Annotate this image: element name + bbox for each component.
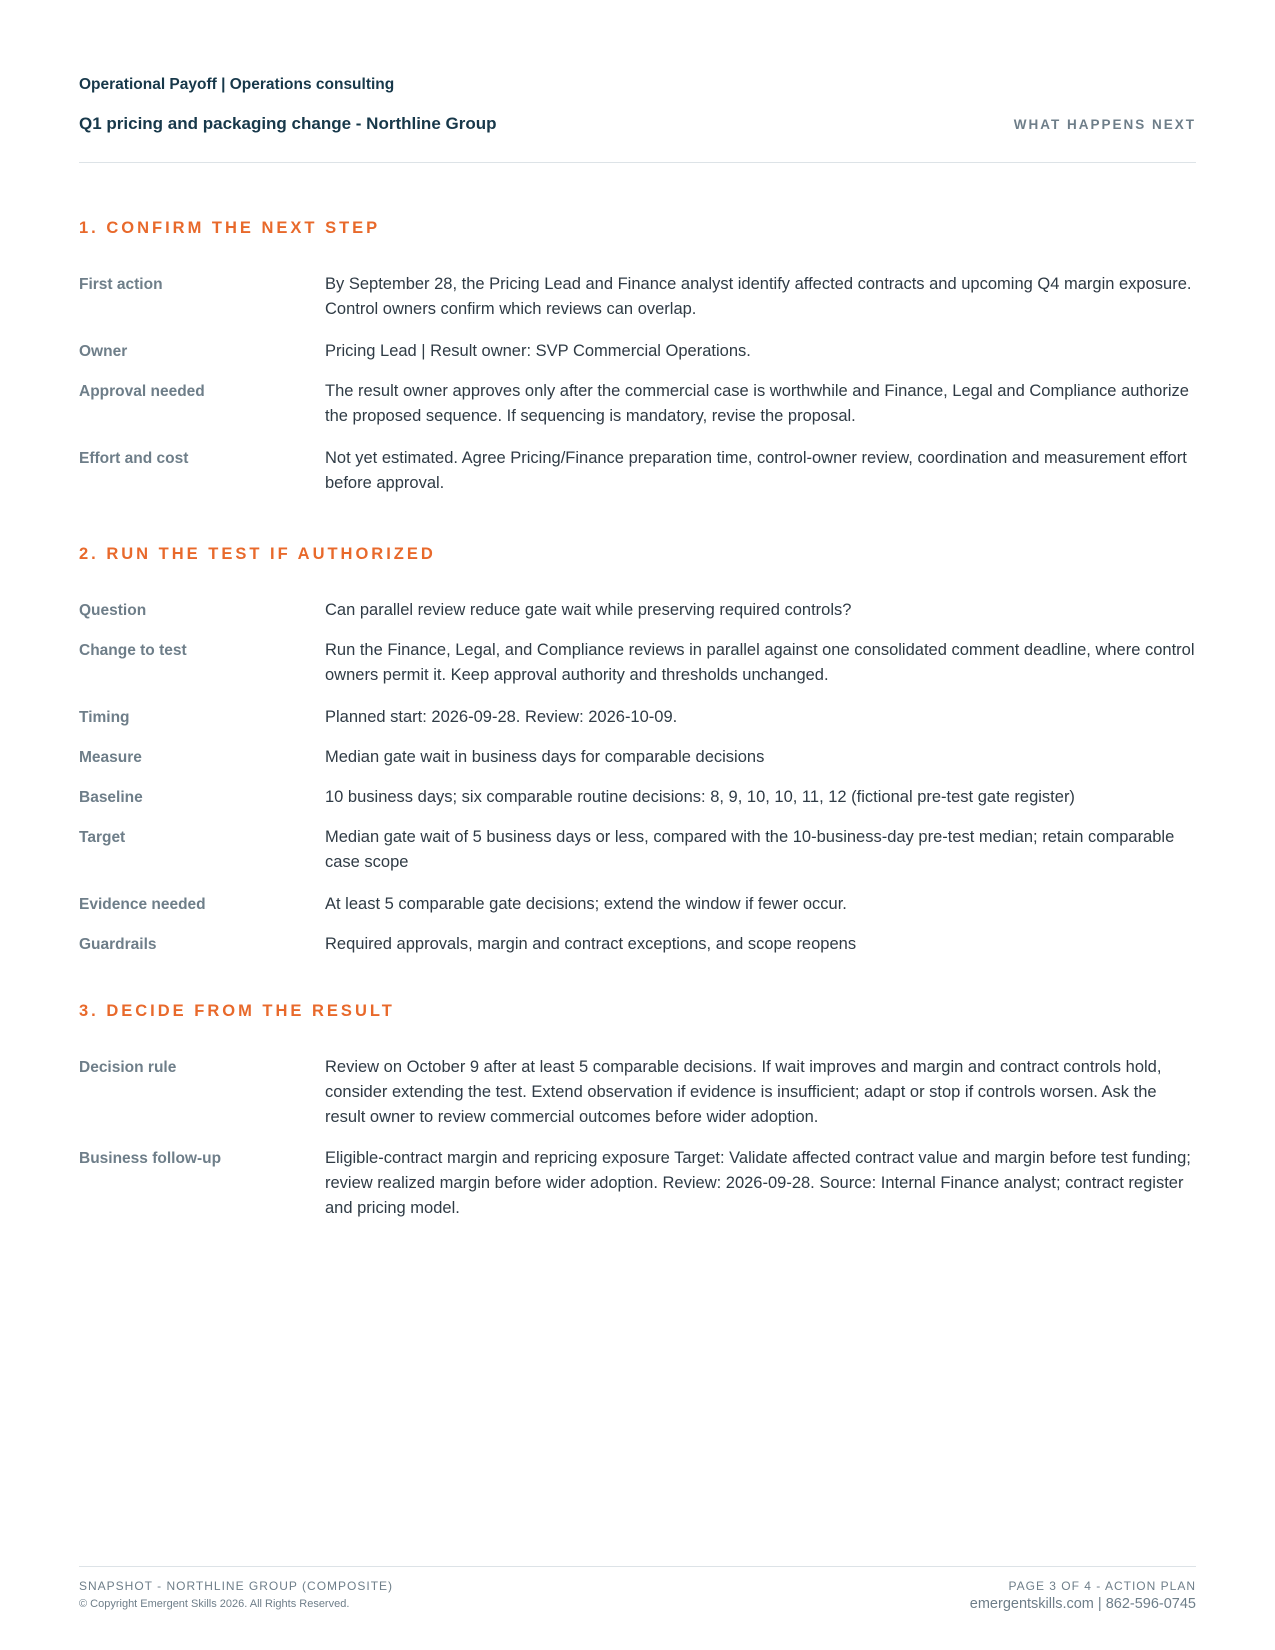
table-row — [79, 785, 1196, 810]
row-value: Can parallel review reduce gate wait while preserving required controls? — [325, 601, 852, 619]
row-label: Change to test — [79, 642, 187, 659]
table-row — [79, 379, 1196, 429]
row-label: Effort and cost — [79, 450, 189, 467]
section-heading-confirm: 1. CONFIRM THE NEXT STEP — [79, 219, 381, 237]
row-value: At least 5 comparable gate decisions; extend the window if fewer occur. — [325, 895, 847, 913]
table-row — [79, 598, 1196, 623]
section-rows-decide — [79, 1055, 1196, 1238]
table-row — [79, 1055, 1196, 1130]
section-rows-confirm — [79, 272, 1196, 513]
row-value: Median gate wait in business days for comparable decisions — [325, 748, 765, 766]
footer-copyright: © Copyright Emergent Skills 2026. All Rights Reserved. — [79, 1598, 350, 1610]
table-row — [79, 892, 1196, 917]
footer-page-number: PAGE 3 OF 4 - ACTION PLAN — [1008, 1579, 1196, 1593]
row-value: Eligible-contract margin and repricing exposure Target: Validate affected contract value and margin before test funding; review realized margin before wider adoption. Review: 2026-09-28. Source: Internal Finance analyst; contract register and pricing model. — [325, 1149, 1191, 1217]
row-value: Not yet estimated. Agree Pricing/Finance preparation time, control-owner review, coordination and measurement effort before approval. — [325, 449, 1187, 492]
section-heading-decide: 3. DECIDE FROM THE RESULT — [79, 1002, 395, 1020]
row-value: Review on October 9 after at least 5 comparable decisions. If wait improves and margin and contract controls hold, consider extending the test. Extend observation if evidence is insufficient; adapt or stop if controls worsen. Ask the result owner to review commercial outcomes before wider adoption. — [325, 1058, 1162, 1126]
row-value: 10 business days; six comparable routine decisions: 8, 9, 10, 10, 11, 12 (fictional pre-test gate register) — [325, 788, 1075, 806]
row-label: Owner — [79, 343, 128, 360]
brand-line: Operational Payoff | Operations consulting — [79, 76, 395, 93]
row-value: Median gate wait of 5 business days or less, compared with the 10-business-day pre-test median; retain comparable case scope — [325, 828, 1175, 871]
row-label: Approval needed — [79, 383, 205, 400]
row-label: First action — [79, 276, 163, 293]
row-label: Evidence needed — [79, 896, 206, 913]
row-label: Timing — [79, 709, 130, 726]
row-value: Run the Finance, Legal, and Compliance reviews in parallel against one consolidated comment deadline, where control owners permit it. Keep approval authority and thresholds unchanged. — [325, 641, 1195, 684]
footer-contact: emergentskills.com | 862-596-0745 — [969, 1596, 1196, 1612]
table-row — [79, 932, 1196, 957]
row-label: Measure — [79, 749, 142, 766]
table-row — [79, 272, 1196, 322]
row-label: Guardrails — [79, 936, 157, 953]
row-value: Pricing Lead | Result owner: SVP Commercial Operations. — [325, 342, 751, 360]
section-rows-run-test — [79, 598, 1196, 974]
table-row — [79, 446, 1196, 496]
row-label: Target — [79, 829, 126, 846]
footer-snapshot-label: SNAPSHOT - NORTHLINE GROUP (COMPOSITE) — [79, 1579, 394, 1593]
document-title: Q1 pricing and packaging change - Northline Group — [79, 114, 497, 133]
table-row — [79, 745, 1196, 770]
row-value: Planned start: 2026-09-28. Review: 2026-10-09. — [325, 708, 678, 726]
row-value: Required approvals, margin and contract exceptions, and scope reopens — [325, 935, 857, 953]
section-heading-run-test: 2. RUN THE TEST IF AUTHORIZED — [79, 545, 436, 563]
row-label: Decision rule — [79, 1059, 177, 1076]
table-row — [79, 825, 1196, 875]
table-row — [79, 339, 1196, 364]
document-page — [79, 0, 1196, 1650]
table-row — [79, 705, 1196, 730]
page-footer — [79, 1566, 1196, 1612]
table-row — [79, 638, 1196, 688]
row-label: Business follow-up — [79, 1150, 222, 1167]
row-label: Baseline — [79, 789, 143, 806]
row-value: The result owner approves only after the commercial case is worthwhile and Finance, Legal and Compliance authorize the proposed sequence. If sequencing is mandatory, revise the proposal. — [325, 382, 1189, 425]
page-header — [79, 74, 1196, 163]
table-row — [79, 1146, 1196, 1221]
section-tag: WHAT HAPPENS NEXT — [1013, 117, 1196, 132]
row-value: By September 28, the Pricing Lead and Finance analyst identify affected contracts and upcoming Q4 margin exposure. Control owners confirm which reviews can overlap. — [325, 275, 1192, 318]
row-label: Question — [79, 602, 147, 619]
